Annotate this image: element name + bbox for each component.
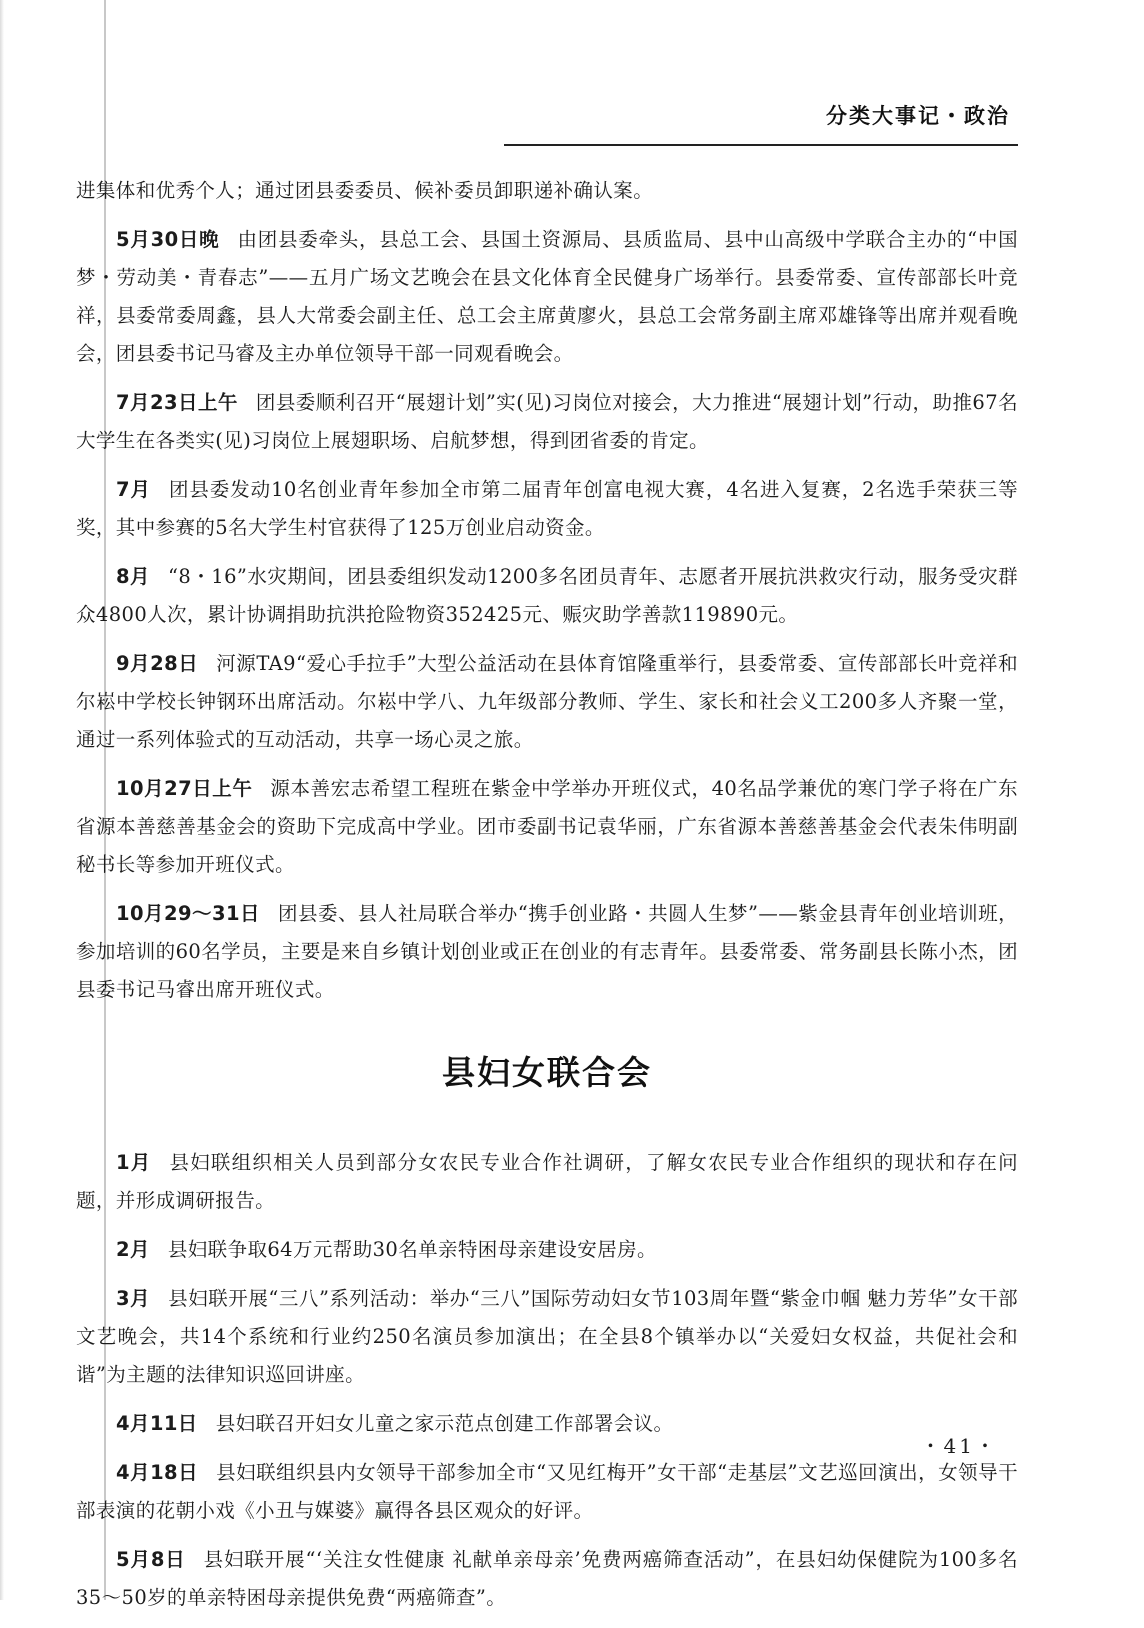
entry-text: “8・16”水灾期间，团县委组织发动1200多名团员青年、志愿者开展抗洪救灾行动，服务受灾群众4800人次，累计协调捐助抗洪抢险物资352425元、赈灾助学善款119890元。 [76,565,1019,626]
entry-text: 进集体和优秀个人；通过团县委委员、候补委员卸职递补确认案。 [76,179,654,202]
entry-paragraph [76,895,1018,1009]
entry-paragraph [76,471,1018,547]
womens-federation-entries [76,1144,1018,1617]
header-rule [504,144,1018,146]
entry-paragraph [76,770,1018,884]
entry-text: 县妇联争取64万元帮助30名单亲特困母亲建设安居房。 [167,1238,657,1261]
entry-paragraph [76,645,1018,759]
page-content [76,172,1018,1628]
entry-date: 1月 [116,1151,152,1174]
page-edge-shadow [0,0,4,1600]
entry-date: 9月28日 [116,652,199,675]
entry-date: 4月18日 [116,1461,199,1484]
entry-text: 团县委发动10名创业青年参加全市第二届青年创富电视大赛，4名进入复赛，2名选手荣获三等奖，其中参赛的5名大学生村官获得了125万创业启动资金。 [76,478,1019,539]
entry-date: 4月11日 [116,1412,198,1435]
entry-paragraph [76,558,1018,634]
entry-date: 7月 [116,478,151,501]
entry-text: 源本善宏志希望工程班在紫金中学举办开班仪式，40名品学兼优的寒门学子将在广东省源本善慈善基金会的资助下完成高中学业。团市委副书记袁华丽，广东省源本善慈善基金会代表朱伟明副秘书长等参加开班仪式。 [76,777,1018,876]
entry-date: 5月30日晚 [116,228,220,251]
entry-text: 团县委顺利召开“展翅计划”实(见)习岗位对接会，大力推进“展翅计划”行动，助推67名大学生在各类实(见)习岗位上展翅职场、启航梦想，得到团省委的肯定。 [76,391,1018,452]
page-number: ・41・ [920,1434,998,1458]
entry-paragraph [76,1541,1018,1617]
section-heading: 县妇女联合会 [442,1053,652,1092]
running-header [76,92,1018,152]
entry-date: 7月23日上午 [116,391,238,414]
entry-paragraph [76,1231,1018,1269]
entry-text: 县妇联召开妇女儿童之家示范点创建工作部署会议。 [215,1412,674,1435]
entry-paragraph [76,1454,1018,1530]
entry-paragraph [76,172,1018,210]
entry-date: 3月 [116,1287,151,1310]
entry-date: 5月8日 [116,1548,186,1571]
entry-text: 县妇联组织相关人员到部分女农民专业合作社调研，了解女农民专业合作组织的现状和存在问题，并形成调研报告。 [76,1151,1018,1212]
entry-date: 8月 [116,565,151,588]
entry-date: 2月 [116,1238,150,1261]
entry-date: 10月27日上午 [116,777,253,800]
entry-paragraph [76,1280,1018,1394]
entry-paragraph [76,384,1018,460]
entry-text: 县妇联开展“‘关注女性健康 礼献单亲母亲’免费两癌筛查活动”，在县妇幼保健院为100多名35～50岁的单亲特困母亲提供免费“两癌筛查”。 [76,1548,1018,1609]
entry-text: 由团县委牵头，县总工会、县国土资源局、县质监局、县中山高级中学联合主办的“中国梦・劳动美・青春志”——五月广场文艺晚会在县文化体育全民健身广场举行。县委常委、宣传部部长叶竞祥，县委常委周鑫，县人大常委会副主任、总工会主席黄廖火，县总工会常务副主席邓雄锋等出席并观看晚会，团县委书记马睿及主办单位领导干部一同观看晚会。 [76,228,1018,365]
entry-text: 团县委、县人社局联合举办“携手创业路・共圆人生梦”——紫金县青年创业培训班，参加培训的60名学员，主要是来自乡镇计划创业或正在创业的有志青年。县委常委、常务副县长陈小杰，团县委书记马睿出席开班仪式。 [76,902,1018,1001]
entry-text: 县妇联开展“三八”系列活动：举办“三八”国际劳动妇女节103周年暨“紫金巾帼 魅力芳华”女干部文艺晚会，共14个系统和行业约250名演员参加演出；在全县8个镇举办以“关爱妇女权益，共促社会和谐”为主题的法律知识巡回讲座。 [76,1287,1018,1386]
entry-text: 河源TA9“爱心手拉手”大型公益活动在县体育馆隆重举行，县委常委、宣传部部长叶竞祥和尔崧中学校长钟钢环出席活动。尔崧中学八、九年级部分教师、学生、家长和社会义工200多人齐聚一堂，通过一系列体验式的互动活动，共享一场心灵之旅。 [76,652,1018,751]
header-title: 分类大事记・政治 [826,104,1010,128]
entry-paragraph [76,221,1018,373]
entry-date: 10月29～31日 [116,902,260,925]
entry-paragraph [76,1405,1018,1443]
youth-league-entries [76,172,1018,1009]
entry-paragraph [76,1144,1018,1220]
entry-text: 县妇联组织县内女领导干部参加全市“又见红梅开”女干部“走基层”文艺巡回演出，女领导干部表演的花朝小戏《小丑与媒婆》赢得各县区观众的好评。 [76,1461,1018,1522]
